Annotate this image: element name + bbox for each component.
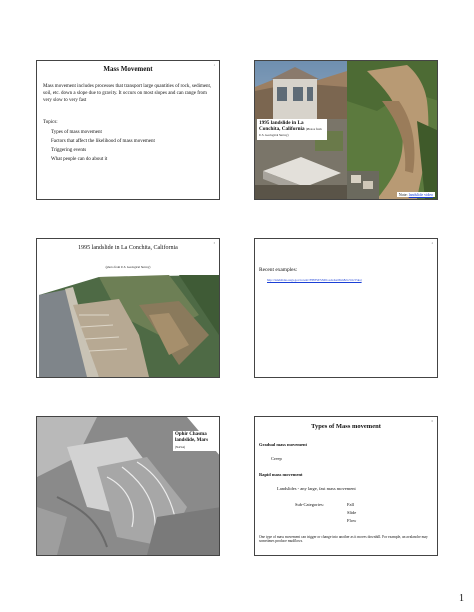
gradual-heading: Gradual mass movement	[259, 442, 307, 447]
slide-number: 3	[213, 241, 215, 245]
landslide-slope-photo	[347, 61, 438, 199]
photo-credit: (photo from U.S. Geological Survey)	[105, 265, 151, 269]
recent-examples-label: Recent examples:	[259, 267, 298, 273]
slide-number: 4	[431, 241, 433, 245]
caption-title: Ophir Chasma landslide, Mars	[175, 432, 209, 443]
topic-item: Factors that affect the likelihood of mass movement	[51, 139, 155, 144]
photo-credit: (NASA)	[175, 445, 186, 449]
topics-heading: Topics:	[43, 120, 58, 125]
topic-item: Triggering events	[51, 148, 87, 153]
rapid-heading: Rapid mass movement	[259, 472, 303, 477]
aerial-landslide-photo	[39, 275, 219, 377]
creep-item: Creep	[271, 456, 282, 461]
subcategory-item: Flow	[347, 518, 357, 523]
video-link[interactable]: landslide video	[408, 192, 433, 197]
intro-text: Mass movement includes processes that transport large quantities of rock, sediment, soil, etc. down a slope due to gravity. It occurs on most slopes and can range from very slow to very fast	[43, 84, 212, 103]
caption-box	[173, 431, 217, 451]
slide-title: Mass Movement	[103, 65, 153, 73]
slide-1	[36, 60, 220, 200]
slide-6	[254, 416, 438, 556]
video-note: Note: landslide video	[398, 192, 433, 197]
caption-box	[257, 119, 327, 140]
slide-title: 1995 landslide in La Conchita, California	[78, 245, 178, 251]
subcategories-label: Sub-Categories:	[295, 502, 324, 507]
page-number: 1	[459, 593, 464, 604]
slide-5	[36, 416, 220, 556]
landslides-item: Landslides - any large, fast mass movement	[277, 486, 356, 491]
slide-title: Types of Mass movement	[311, 423, 381, 430]
slide-number: 1	[213, 63, 215, 67]
slide-number: 6	[431, 419, 433, 423]
note-prefix: Note	[398, 192, 407, 197]
topic-item: Types of mass movement	[51, 130, 102, 135]
subcategory-item: Slide	[347, 510, 357, 515]
slide-2	[254, 60, 438, 200]
subcategory-item: Fall	[347, 502, 355, 507]
caption-title: 1995 landslide in La Conchita, California	[259, 120, 305, 133]
footnote: One type of mass movement can trigger or change into another as it moves downhill. For example, an avalanche may sometimes produce mudflows.	[259, 535, 428, 544]
slide-3	[36, 238, 220, 378]
slide-4	[254, 238, 438, 378]
photo-credit: (Photos from U.S. Geological Survey)	[259, 127, 322, 138]
usgs-recent-link[interactable]: http://landslides.usgs.gov/recent/?PHPSESSID=a2edsst0bm82rc5t1r55kaj	[267, 278, 362, 282]
topic-item: What people can do about it	[51, 157, 108, 162]
